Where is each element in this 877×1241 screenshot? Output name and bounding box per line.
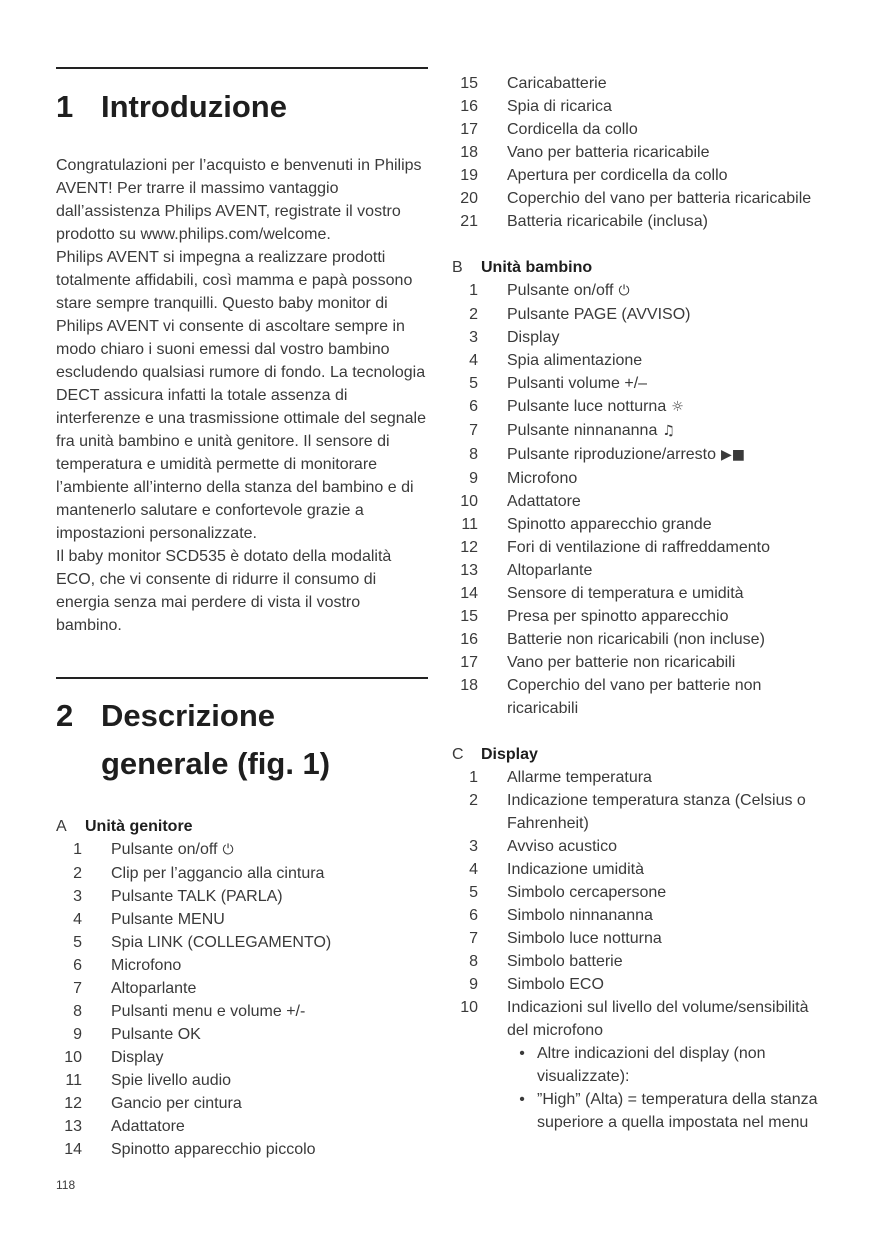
page-number: 118 [56,1178,76,1192]
item-number: 4 [469,352,478,369]
list-item [56,908,428,931]
list-item [56,1023,428,1046]
list-item [452,513,832,536]
list-item [452,72,832,95]
section-heading-descrizione [56,692,428,788]
item-number: 8 [469,446,478,463]
item-text: Indicazione umidità [507,861,644,878]
item-number: 1 [469,282,478,299]
list-item [452,187,832,210]
list-item [452,582,832,605]
group-title: Unità bambino [481,259,593,276]
item-text: Apertura per cordicella da collo [507,167,728,184]
item-text: Pulsante ninnananna [507,422,658,439]
list-item [452,973,832,996]
item-text: Altoparlante [507,562,593,579]
list-item [452,395,832,419]
list-item [452,651,832,674]
item-symbol-icon: ▶■ [721,447,746,463]
item-number: 10 [64,1049,82,1066]
item-text: Pulsante MENU [111,911,225,928]
group-header [452,743,832,766]
intro-paragraph: Il baby monitor SCD535 è dotato della modalità ECO, che vi consente di ridurre il consumo di energia senza mai perdere di vista il vostro bambino. [56,548,392,634]
item-number: 1 [469,769,478,786]
bullet-item [452,1088,832,1134]
item-text: Indicazione temperatura stanza (Celsius o Fahrenheit) [507,792,806,832]
list-item [452,372,832,395]
item-number: 2 [73,865,82,882]
list-item [452,210,832,233]
item-number: 6 [73,957,82,974]
item-number: 6 [469,907,478,924]
section-divider [56,67,428,69]
item-number: 12 [460,539,478,556]
section-title-line: generale (fig. 1) [101,746,331,781]
list-item [452,141,832,164]
item-symbol-icon: ⏻ [618,283,630,299]
item-number: 14 [460,585,478,602]
item-number: 14 [64,1141,82,1158]
group-display [452,743,832,1134]
item-number: 4 [469,861,478,878]
group-title: Display [481,746,538,763]
item-text: Clip per l’aggancio alla cintura [111,865,325,882]
item-text: Cordicella da collo [507,121,638,138]
item-text: Gancio per cintura [111,1095,242,1112]
list-item [56,977,428,1000]
item-text: Pulsante luce notturna [507,398,667,415]
item-text: Altoparlante [111,980,197,997]
item-number: 11 [461,516,478,533]
item-text: Pulsante OK [111,1026,201,1043]
item-text: Microfono [111,957,182,974]
list-item [452,326,832,349]
group-letter: C [452,746,464,763]
group-header [452,256,832,279]
item-number: 9 [73,1026,82,1043]
item-text: Simbolo luce notturna [507,930,662,947]
item-number: 7 [469,930,478,947]
bullet-item [452,1042,832,1088]
list-item [452,858,832,881]
item-number: 9 [469,976,478,993]
section-title: Introduzione [101,89,287,124]
list-item [452,674,832,720]
list-item [452,766,832,789]
item-text: Batterie non ricaricabili (non incluse) [507,631,765,648]
item-text: Pulsante riproduzione/arresto [507,446,717,463]
item-number: 21 [460,213,478,230]
parts-list [452,279,832,720]
item-text: Simbolo ninnananna [507,907,653,924]
item-number: 2 [469,792,478,809]
parts-list [56,838,428,1161]
item-number: 17 [460,121,478,138]
list-item [56,862,428,885]
item-number: 3 [73,888,82,905]
list-item [452,467,832,490]
item-number: 13 [64,1118,82,1135]
item-text: Indicazioni sul livello del volume/sensibilità del microfono [507,999,809,1039]
item-text: Spia LINK (COLLEGAMENTO) [111,934,332,951]
item-symbol-icon: ♫ [662,423,675,439]
list-item [452,628,832,651]
item-text: Allarme temperatura [507,769,652,786]
item-text: Spinotto apparecchio piccolo [111,1141,316,1158]
item-number: 19 [460,167,478,184]
list-item [56,1092,428,1115]
item-number: 20 [460,190,478,207]
item-number: 10 [460,999,478,1016]
list-item [452,559,832,582]
item-text: Vano per batterie non ricaricabili [507,654,736,671]
item-text: Presa per spinotto apparecchio [507,608,729,625]
item-number: 15 [460,608,478,625]
item-number: 16 [460,98,478,115]
item-text: Coperchio del vano per batterie non ricaricabili [507,677,762,717]
section-number: 1 [56,89,74,124]
item-number: 2 [469,306,478,323]
item-number: 17 [460,654,478,671]
item-number: 3 [469,329,478,346]
bullet-list [452,1042,832,1134]
item-text: Adattatore [507,493,581,510]
item-number: 1 [73,841,82,858]
item-text: Pulsante on/off [111,841,218,858]
list-item [56,1138,428,1161]
item-text: Pulsanti menu e volume +/- [111,1003,306,1020]
list-item [452,490,832,513]
item-text: Pulsante PAGE (AVVISO) [507,306,691,323]
item-text: Adattatore [111,1118,185,1135]
group-letter: B [452,259,463,276]
item-text: Avviso acustico [507,838,617,855]
list-item [452,279,832,303]
bullet-icon: • [519,1045,525,1062]
item-symbol-icon: ⏻ [222,842,234,858]
list-item [452,95,832,118]
item-number: 6 [469,398,478,415]
item-text: Simbolo batterie [507,953,623,970]
item-text: Pulsanti volume +/– [507,375,648,392]
bullet-icon: • [519,1091,525,1108]
list-item [452,927,832,950]
list-item [56,1115,428,1138]
list-item [56,954,428,977]
list-item [452,536,832,559]
section-heading-introduzione [56,83,428,131]
item-text: Pulsante on/off [507,282,614,299]
item-text: Pulsante TALK (PARLA) [111,888,283,905]
bullet-text: ”High” (Alta) = temperatura della stanza superiore a quella impostata nel menu [537,1091,818,1131]
item-number: 7 [469,422,478,439]
item-number: 11 [65,1072,82,1089]
item-text: Simbolo ECO [507,976,604,993]
section-divider [56,677,428,679]
item-number: 18 [460,677,478,694]
intro-text [56,154,428,637]
list-item [452,996,832,1042]
section-number: 2 [56,698,74,733]
item-text: Simbolo cercapersone [507,884,667,901]
item-text: Microfono [507,470,578,487]
list-item [56,1069,428,1092]
item-text: Caricabatterie [507,75,607,92]
item-symbol-icon: ☼ [671,399,684,415]
parts-list [452,766,832,1042]
item-text: Spia alimentazione [507,352,643,369]
item-text: Batteria ricaricabile (inclusa) [507,213,708,230]
item-number: 8 [73,1003,82,1020]
item-number: 16 [460,631,478,648]
list-item [452,443,832,467]
list-item [452,950,832,973]
list-item [452,605,832,628]
list-item [56,885,428,908]
item-number: 3 [469,838,478,855]
item-text: Spia di ricarica [507,98,612,115]
item-number: 12 [64,1095,82,1112]
item-number: 7 [73,980,82,997]
parts-list [452,72,832,233]
item-text: Fori di ventilazione di raffreddamento [507,539,770,556]
group-header [56,815,428,838]
left-column [56,0,428,1161]
list-item [452,835,832,858]
list-item [56,1046,428,1069]
item-number: 18 [460,144,478,161]
item-number: 13 [460,562,478,579]
list-item [452,881,832,904]
item-text: Display [507,329,560,346]
item-text: Sensore di temperatura e umidità [507,585,744,602]
group-letter: A [56,818,67,835]
list-item [56,838,428,862]
item-number: 5 [469,375,478,392]
item-text: Coperchio del vano per batteria ricaricabile [507,190,812,207]
item-number: 5 [73,934,82,951]
item-text: Spie livello audio [111,1072,232,1089]
list-item [452,904,832,927]
group-unita-bambino [452,256,832,720]
item-number: 5 [469,884,478,901]
item-text: Vano per batteria ricaricabile [507,144,710,161]
item-number: 15 [460,75,478,92]
intro-paragraph: Philips AVENT si impegna a realizzare prodotti totalmente affidabili, così mamma e papà possono stare sempre tranquilli. Questo baby monitor di Philips AVENT vi consente di ascoltare sempre in modo chiaro i suoni emessi dal vostro bambino escludendo qualsiasi rumore di fondo. La tecnologia DECT assicura infatti la totale assenza di interferenze e una trasmissione ottimale del segnale fra unità bambino e unità genitore. Il sensore di temperatura e umidità permette di monitorare l’ambiente all’interno della stanza del bambino e di mantenerlo salutare e confortevole grazie a impostazioni personalizzate. [56,249,426,542]
intro-paragraph: Congratulazioni per l’acquisto e benvenuti in Philips AVENT! Per trarre il massimo vantaggio dall’assistenza Philips AVENT, registrate il vostro prodotto su www.philips.com/welcome. [56,157,422,243]
list-item [56,931,428,954]
list-item [452,164,832,187]
group-unita-genitore [56,815,428,1161]
bullet-text: Altre indicazioni del display (non visualizzate): [537,1045,766,1085]
group-unita-genitore-continued [452,72,832,233]
item-number: 4 [73,911,82,928]
item-number: 10 [460,493,478,510]
right-column [452,72,832,1134]
list-item [452,419,832,443]
list-item [452,303,832,326]
list-item [452,118,832,141]
item-text: Display [111,1049,164,1066]
item-number: 9 [469,470,478,487]
list-item [56,1000,428,1023]
list-item [452,789,832,835]
item-number: 8 [469,953,478,970]
section-title-line: Descrizione [101,698,276,733]
group-title: Unità genitore [85,818,193,835]
list-item [452,349,832,372]
item-text: Spinotto apparecchio grande [507,516,712,533]
